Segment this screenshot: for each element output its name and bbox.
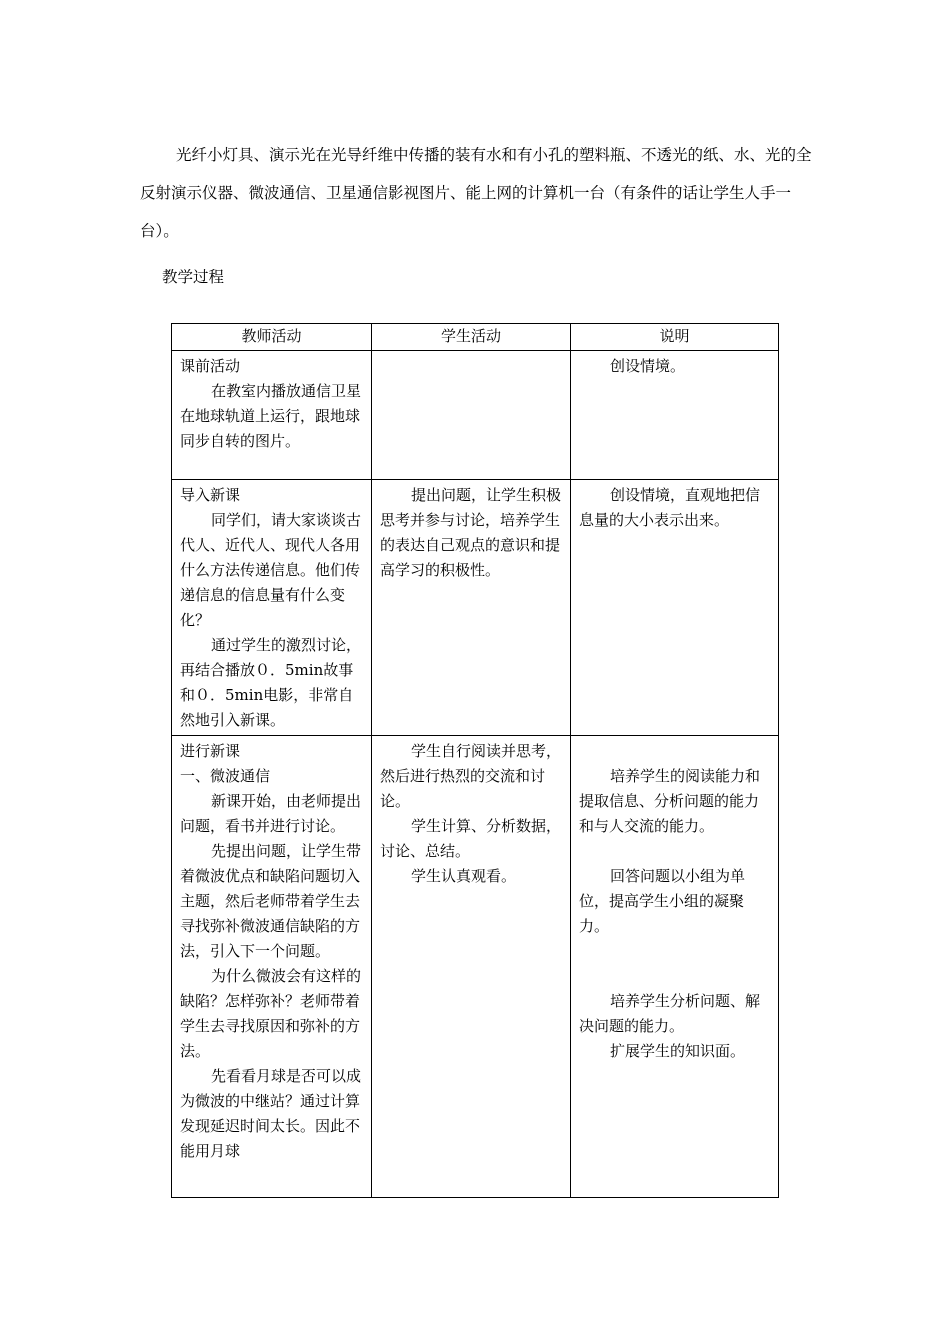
teacher-cell <box>172 735 372 1197</box>
teacher-text: 新课开始，由老师提出问题，看书并进行讨论。 <box>180 791 362 835</box>
teacher-cell <box>172 479 372 735</box>
note-cell <box>571 479 779 735</box>
note-text: 扩展学生的知识面。 <box>610 1041 746 1060</box>
table-row <box>172 479 779 735</box>
row-heading: 课前活动 <box>180 356 241 375</box>
teacher-text: 为什么微波会有这样的缺陷？怎样弥补？老师带着学生去寻找原因和弥补的方法。 <box>180 966 362 1060</box>
table-row <box>172 735 779 1197</box>
table-row <box>172 350 779 479</box>
note-text: 创设情境。 <box>610 356 686 375</box>
section-title: 教学过程 <box>162 268 225 286</box>
student-text: 学生自行阅读并思考，然后进行热烈的交流和讨论。 <box>380 741 562 810</box>
student-text: 学生认真观看。 <box>411 866 517 885</box>
intro-paragraph: 光纤小灯具、演示光在光导纤维中传播的装有水和有小孔的塑料瓶、不透光的纸、水、光的全反射演示仪器、微波通信、卫星通信影视图片、能上网的计算机一台（有条件的话让学生人手一台）。 <box>140 145 812 240</box>
header-teacher-activity: 教师活动 <box>172 324 372 351</box>
teaching-process-table <box>171 323 779 1198</box>
row-subheading: 一、微波通信 <box>180 766 271 785</box>
teacher-cell <box>172 350 372 479</box>
header-student-activity: 学生活动 <box>372 324 571 351</box>
student-cell <box>372 735 571 1197</box>
note-cell <box>571 350 779 479</box>
header-notes: 说明 <box>571 324 779 351</box>
note-text: 回答问题以小组为单位，提高学生小组的凝聚力。 <box>579 866 746 935</box>
teacher-text: 在教室内播放通信卫星在地球轨道上运行，跟地球同步自转的图片。 <box>180 381 362 450</box>
table-header-row <box>172 324 779 351</box>
student-cell <box>372 479 571 735</box>
note-cell <box>571 735 779 1197</box>
teacher-text: 通过学生的激烈讨论，再结合播放０．5min故事和０．5min电影，非常自然地引入新课。 <box>180 635 362 729</box>
note-text: 创设情境，直观地把信息量的大小表示出来。 <box>579 485 761 529</box>
teacher-text: 先看看月球是否可以成为微波的中继站？通过计算发现延迟时间太长。因此不能用月球 <box>180 1066 362 1160</box>
student-text: 学生计算、分析数据，讨论、总结。 <box>380 816 562 860</box>
note-text: 培养学生分析问题、解决问题的能力。 <box>579 991 761 1035</box>
student-cell <box>372 350 571 479</box>
teacher-text: 先提出问题，让学生带着微波优点和缺陷问题切入主题，然后老师带着学生去寻找弥补微波通信缺陷的方法，引入下一个问题。 <box>180 841 362 960</box>
teacher-text: 同学们，请大家谈谈古代人、近代人、现代人各用什么方法传递信息。他们传递信息的信息量有什么变化？ <box>180 510 362 629</box>
row-heading: 进行新课 <box>180 741 241 760</box>
note-text: 培养学生的阅读能力和提取信息、分析问题的能力和与人交流的能力。 <box>579 766 761 835</box>
row-heading: 导入新课 <box>180 485 241 504</box>
student-text: 提出问题，让学生积极思考并参与讨论，培养学生的表达自己观点的意识和提高学习的积极性。 <box>380 485 562 579</box>
